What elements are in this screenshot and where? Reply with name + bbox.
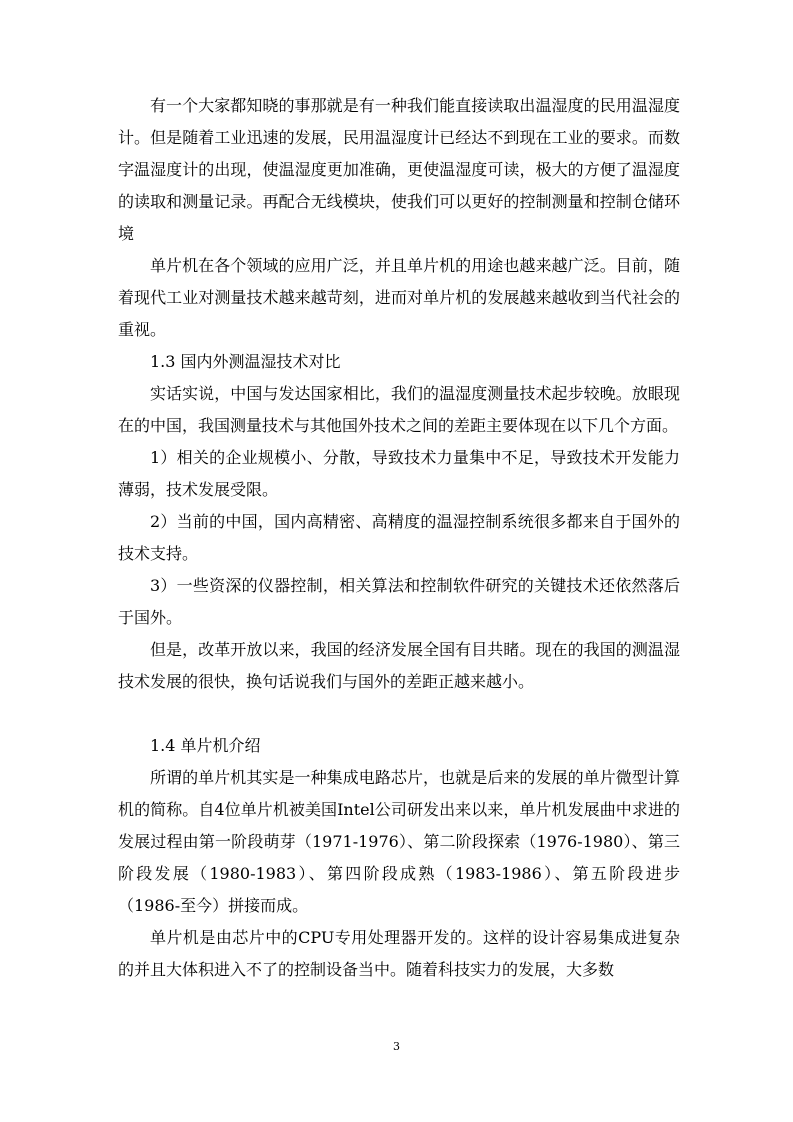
paragraph-intro: 有一个大家都知晓的事那就是有一种我们能直接读取出温湿度的民用温湿度计。但是随着工业迅速的发展，民用温湿度计已经达不到现在工业的要求。而数字温湿度计的出现，使温湿度更加准确，更使温湿度可读，极大的方便了温湿度的读取和测量记录。再配合无线模块，使我们可以更好的控制测量和控制仓储环境 — [118, 96, 680, 243]
section-heading-1-3: 1.3 国内外测温湿技术对比 — [150, 352, 341, 371]
list-item-1: 1）相关的企业规模小、分散，导致技术力量集中不足，导致技术开发能力薄弱，技术发展受限。 — [118, 448, 680, 499]
paragraph-mcu-application: 单片机在各个领域的应用广泛，并且单片机的用途也越来越广泛。目前，随着现代工业对测量技术越来越苛刻，进而对单片机的发展越来越收到当代社会的重视。 — [118, 256, 680, 339]
paragraph-mcu-cpu: 单片机是由芯片中的CPU专用处理器开发的。这样的设计容易集成进复杂的并且大体积进入不了的控制设备当中。随着科技实力的发展，大多数 — [118, 928, 680, 979]
list-item-3: 3）一些资深的仪器控制，相关算法和控制软件研究的关键技术还依然落后于国外。 — [118, 576, 680, 627]
page-number: 3 — [393, 1040, 400, 1053]
list-item-2: 2）当前的中国，国内高精密、高精度的温湿控制系统很多都来自于国外的技术支持。 — [118, 512, 680, 563]
paragraph-mcu-intro: 所谓的单片机其实是一种集成电路芯片，也就是后来的发展的单片微型计算机的简称。自4位单片机被美国Intel公司研发出来以来，单片机发展曲中求进的发展过程由第一阶段萌芽（1971-1976）、第二阶段探索（1976-1980）、第三阶段发展（1980-1983）、第四阶段成熟（1983-1986）、第五阶段进步（1986-至今）拼接而成。 — [118, 768, 680, 915]
section-heading-1-4: 1.4 单片机介绍 — [150, 736, 261, 755]
paragraph-comparison: 实话实说，中国与发达国家相比，我们的温湿度测量技术起步较晚。放眼现在的中国，我国测量技术与其他国外技术之间的差距主要体现在以下几个方面。 — [118, 384, 680, 435]
paragraph-reform: 但是，改革开放以来，我国的经济发展全国有目共睹。现在的我国的测温湿技术发展的很快，换句话说我们与国外的差距正越来越小。 — [118, 640, 680, 691]
document-body — [118, 90, 680, 986]
